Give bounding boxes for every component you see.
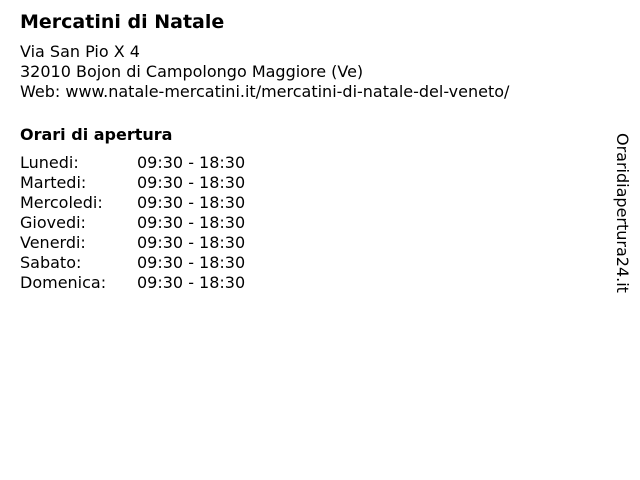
time-range: 09:30 - 18:30 bbox=[137, 193, 246, 212]
page-title: Mercatini di Natale bbox=[20, 11, 225, 33]
hours-row-friday bbox=[20, 233, 600, 253]
time-range: 09:30 - 18:30 bbox=[137, 153, 246, 172]
day-label: Venerdi: bbox=[20, 233, 86, 252]
hours-row-sunday bbox=[20, 273, 600, 293]
listing-card bbox=[20, 10, 600, 293]
website-text: Web: www.natale-mercatini.it/mercatini-di-natale-del-veneto/ bbox=[20, 82, 510, 101]
hours-row-thursday bbox=[20, 213, 600, 233]
day-label: Lunedi: bbox=[20, 153, 79, 172]
time-range: 09:30 - 18:30 bbox=[137, 253, 246, 272]
day-label: Martedi: bbox=[20, 173, 87, 192]
site-watermark: Oraridiapertura24.it bbox=[613, 133, 632, 293]
hours-row-monday bbox=[20, 153, 600, 173]
time-range: 09:30 - 18:30 bbox=[137, 273, 246, 292]
time-range: 09:30 - 18:30 bbox=[137, 233, 246, 252]
day-label: Giovedi: bbox=[20, 213, 86, 232]
address-city: 32010 Bojon di Campolongo Maggiore (Ve) bbox=[20, 62, 364, 81]
hours-row-tuesday bbox=[20, 173, 600, 193]
day-label: Mercoledi: bbox=[20, 193, 103, 212]
hours-row-wednesday bbox=[20, 193, 600, 213]
opening-hours-heading: Orari di apertura bbox=[20, 125, 173, 144]
address-street: Via San Pio X 4 bbox=[20, 42, 140, 61]
time-range: 09:30 - 18:30 bbox=[137, 173, 246, 192]
opening-hours-table bbox=[20, 153, 600, 293]
day-label: Domenica: bbox=[20, 273, 107, 292]
day-label: Sabato: bbox=[20, 253, 82, 272]
hours-row-saturday bbox=[20, 253, 600, 273]
time-range: 09:30 - 18:30 bbox=[137, 213, 246, 232]
